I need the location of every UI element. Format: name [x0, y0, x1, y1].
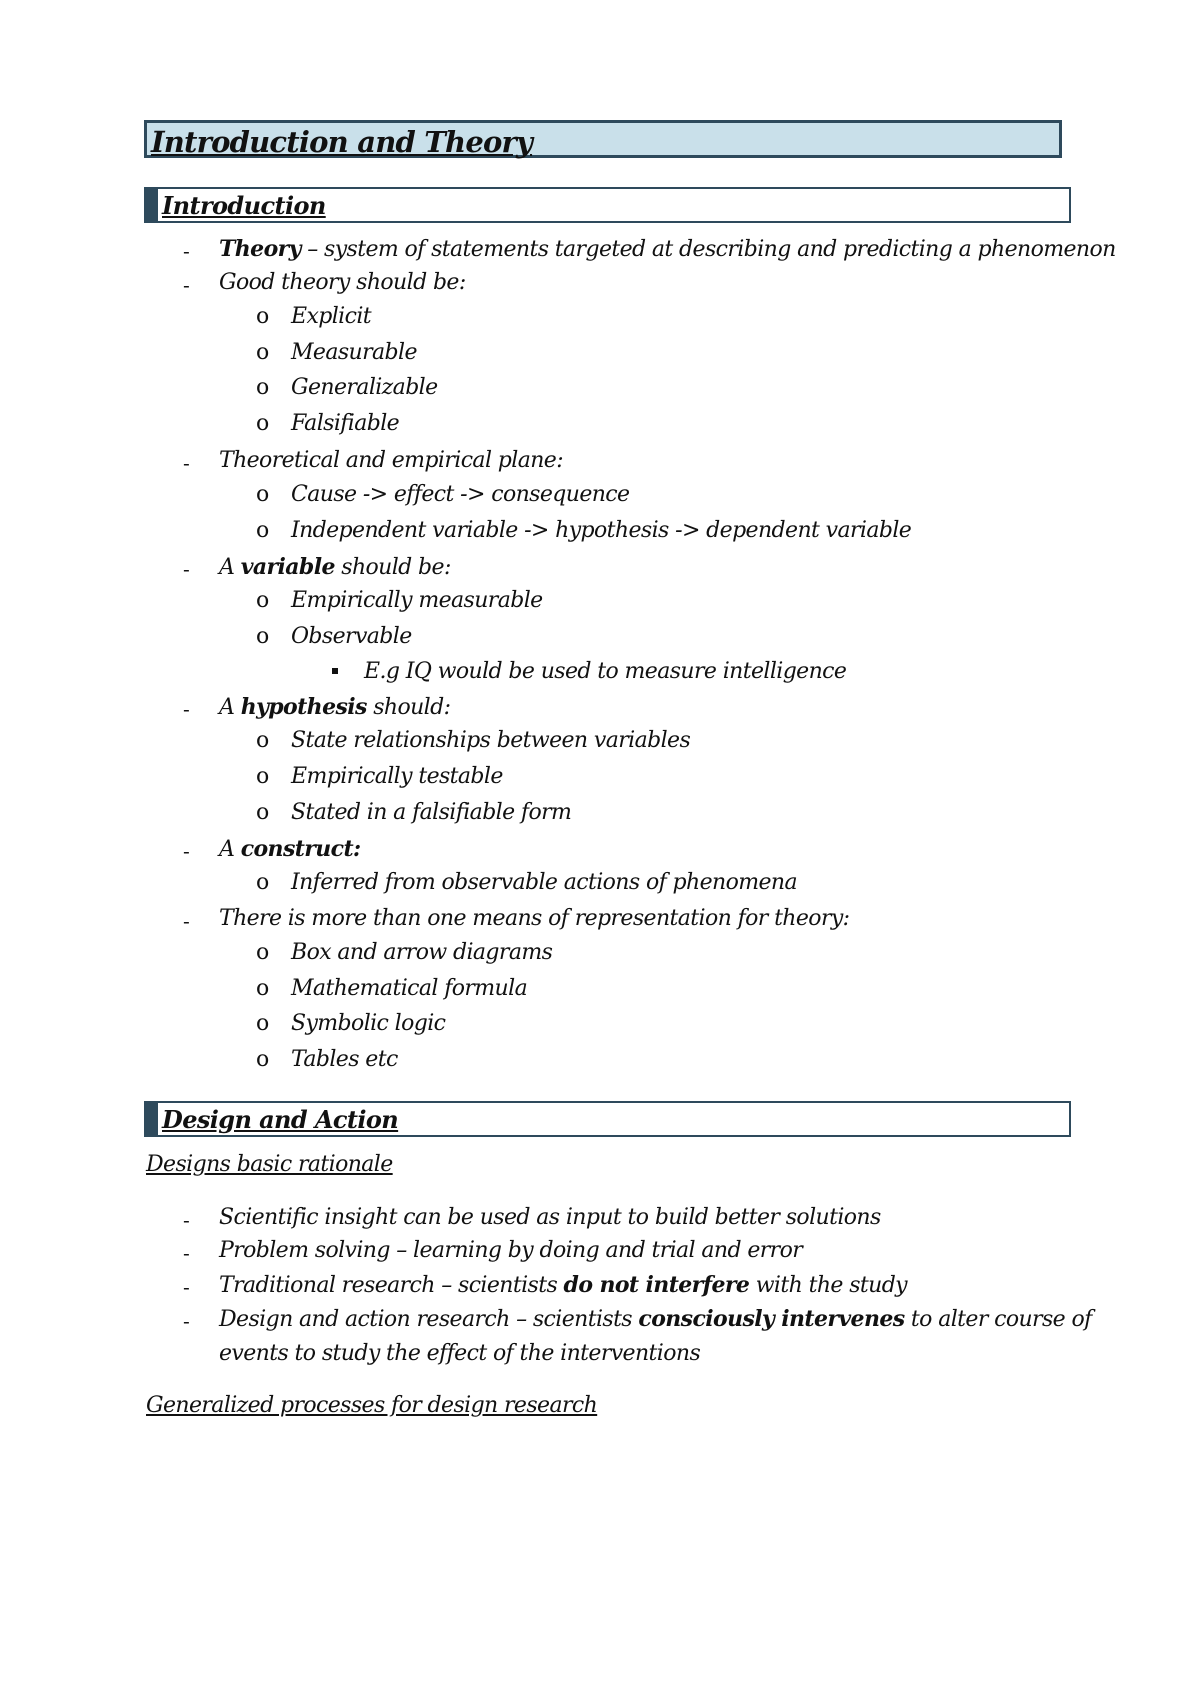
bullet-circle: o — [256, 340, 270, 365]
bullet-circle: o — [256, 518, 270, 543]
bullet-dash: - — [183, 1309, 190, 1333]
list-item-continuation: events to study the effect of the interventions — [219, 1341, 701, 1366]
sub-list-item: Stated in a falsifiable form — [291, 800, 572, 825]
sub-list-item: Falsifiable — [291, 411, 400, 436]
sub-list-item: Explicit — [291, 304, 372, 329]
section-heading-box — [144, 187, 1071, 223]
bullet-dash: - — [183, 273, 190, 297]
sub-list-item: State relationships between variables — [291, 728, 691, 753]
sub-list-item: Cause -> effect -> consequence — [291, 482, 630, 507]
sub-list-item: Inferred from observable actions of phenomena — [291, 870, 797, 895]
sub-list-item: Mathematical formula — [291, 976, 528, 1001]
sub-list-item: Tables etc — [291, 1047, 398, 1072]
bullet-circle: o — [256, 482, 270, 507]
bullet-circle: o — [256, 1047, 270, 1072]
list-item: Scientific insight can be used as input to build better solutions — [219, 1205, 881, 1230]
sub-list-item: Observable — [291, 624, 412, 649]
bullet-dash: - — [183, 1275, 190, 1299]
bullet-dash: - — [183, 1208, 190, 1232]
list-item: A hypothesis should: — [219, 694, 451, 720]
bullet-circle: o — [256, 800, 270, 825]
bullet-circle: o — [256, 764, 270, 789]
section-heading-box — [144, 1101, 1071, 1137]
bullet-circle: o — [256, 375, 270, 400]
list-item: Design and action research – scientists consciously intervenes to alter course of — [219, 1306, 1092, 1332]
sub-list-item: Generalizable — [291, 375, 438, 400]
sub-list-item: Independent variable -> hypothesis -> dependent variable — [291, 518, 912, 543]
sub-list-item: Measurable — [291, 340, 417, 365]
bullet-dash: - — [183, 557, 190, 581]
sub-list-item: Empirically measurable — [291, 588, 543, 613]
sub-list-item: Empirically testable — [291, 764, 503, 789]
title-box — [144, 120, 1062, 158]
bullet-dash: - — [183, 839, 190, 863]
bullet-dash: - — [183, 697, 190, 721]
subheading: Generalized processes for design research — [146, 1393, 598, 1418]
bullet-dash: - — [183, 239, 190, 263]
page-title: Introduction and Theory — [151, 125, 533, 159]
bullet-circle: o — [256, 588, 270, 613]
bullet-circle: o — [256, 304, 270, 329]
section-heading: Design and Action — [162, 1105, 399, 1134]
list-item: Theoretical and empirical plane: — [219, 448, 564, 473]
list-item: Good theory should be: — [219, 270, 466, 295]
list-item: There is more than one means of representation for theory: — [219, 906, 850, 931]
square-bullet-icon — [332, 668, 338, 674]
list-item: Problem solving – learning by doing and trial and error — [219, 1238, 803, 1263]
sub-sub-list-item: E.g IQ would be used to measure intelligence — [364, 659, 847, 684]
bullet-dash: - — [183, 1241, 190, 1265]
subheading: Designs basic rationale — [146, 1152, 393, 1177]
list-item: Theory – system of statements targeted at describing and predicting a phenomenon — [219, 236, 1116, 262]
sub-list-item: Symbolic logic — [291, 1011, 446, 1036]
bullet-circle: o — [256, 976, 270, 1001]
bullet-circle: o — [256, 870, 270, 895]
bullet-dash: - — [183, 451, 190, 475]
bullet-circle: o — [256, 728, 270, 753]
bullet-circle: o — [256, 624, 270, 649]
bullet-dash: - — [183, 909, 190, 933]
bullet-circle: o — [256, 411, 270, 436]
sub-list-item: Box and arrow diagrams — [291, 940, 553, 965]
list-item: A construct: — [219, 836, 361, 862]
list-item: Traditional research – scientists do not interfere with the study — [219, 1272, 908, 1298]
section-heading: Introduction — [162, 191, 326, 220]
bullet-circle: o — [256, 1011, 270, 1036]
bullet-circle: o — [256, 940, 270, 965]
list-item: A variable should be: — [219, 554, 451, 580]
